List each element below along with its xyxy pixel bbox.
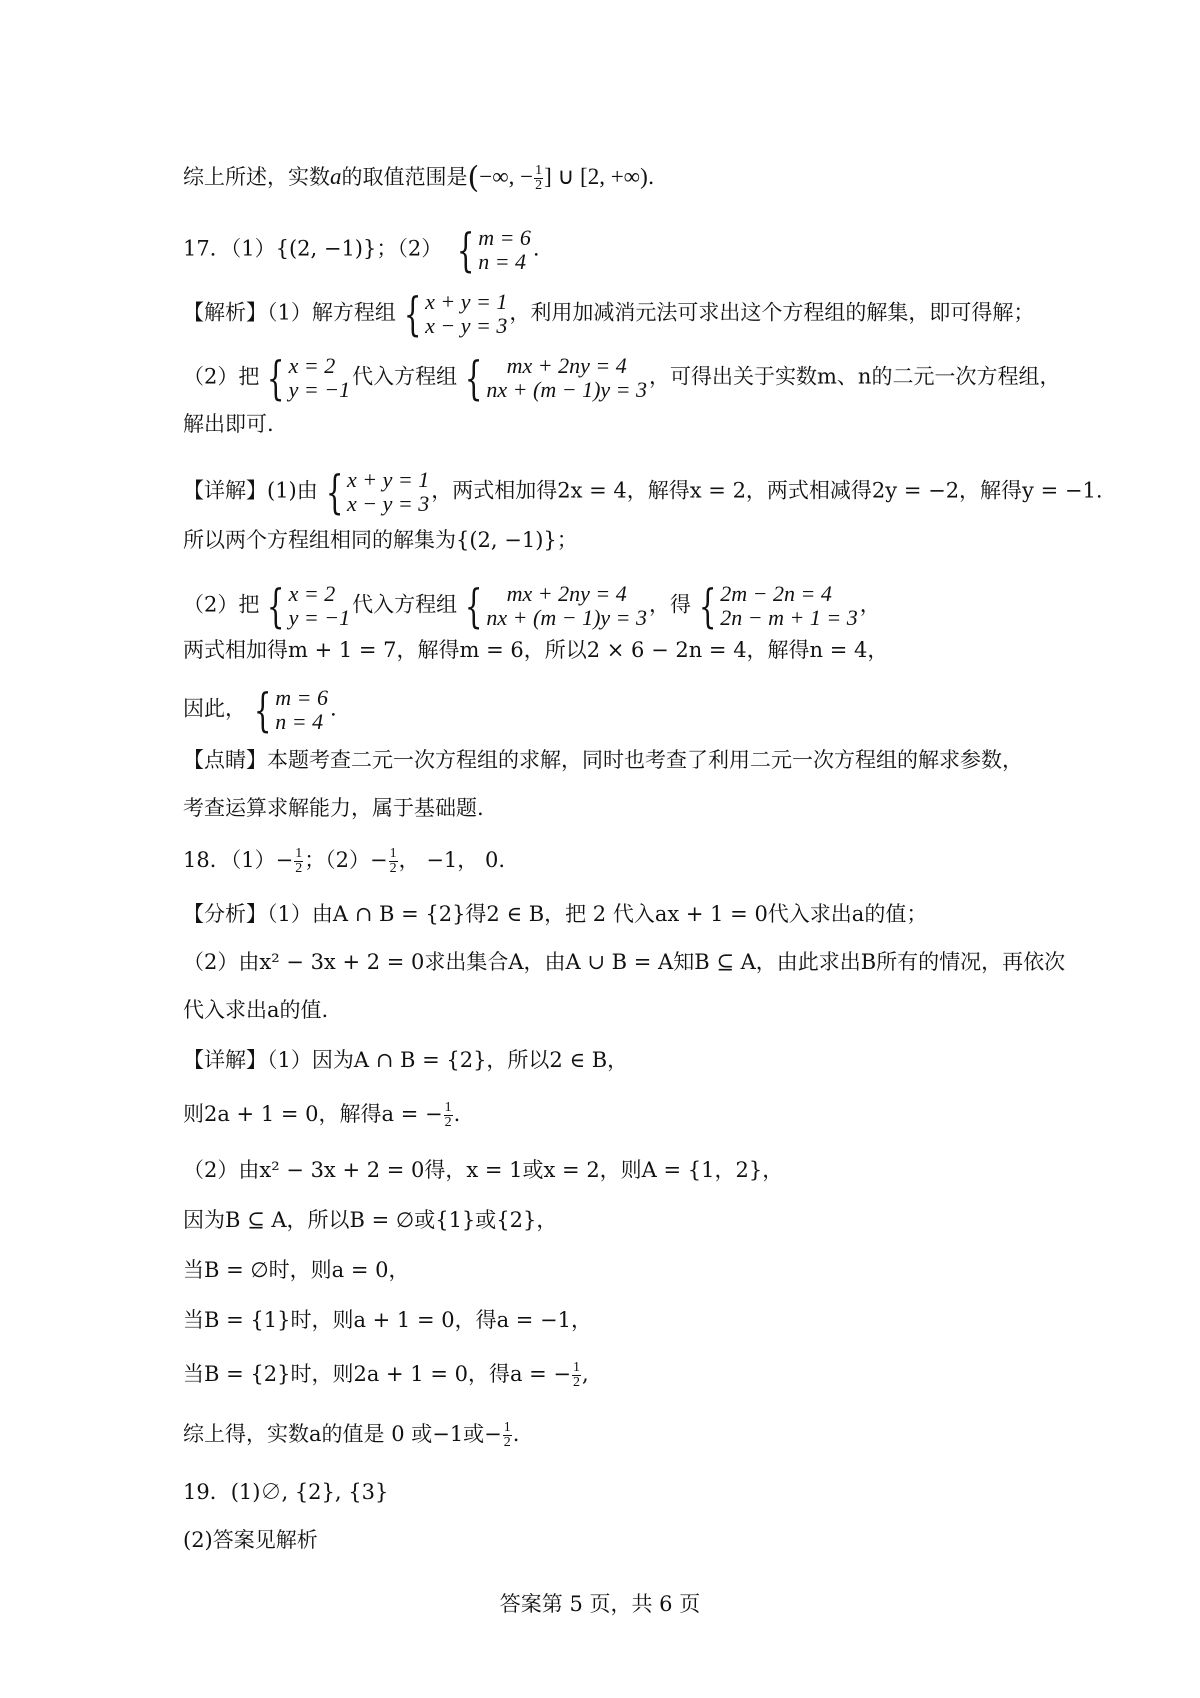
q17-analysis-end: 解出即可. [183, 412, 274, 436]
q18-detail-1: 【详解】（1）因为A ∩ B = {2}，所以2 ∈ B， [183, 1048, 629, 1072]
q17-detail-part2: （2）把 { x = 2 y = −1 代入方程组 { mx + 2ny = 4 nx + (m − 1)y = 3 ，得 { 2m − 2n = 4 2n − m + 1 = 3 ， [183, 579, 881, 633]
fraction: $\frac{1}{2}$ [295, 846, 303, 876]
fraction: $\frac{1}{2}$ [389, 846, 397, 876]
equation-system: { 2m − 2n = 4 2n − m + 1 = 3 [698, 579, 858, 633]
q17-conclusion: 因此， { m = 6 n = 4 . [183, 683, 337, 737]
q18-detail-5: 当B = ∅时，则a = 0， [183, 1258, 410, 1282]
fraction: $\frac{1}{2}$ [535, 163, 543, 193]
q18-analysis-1: 【分析】（1）由A ∩ B = {2}得2 ∈ B，把 2 代入ax + 1 = 0代入求出a的值； [183, 902, 928, 926]
fraction: $\frac{1}{2}$ [503, 1420, 511, 1450]
page-footer: 答案第 5 页，共 6 页 [499, 1592, 701, 1616]
q18-analysis-3: 代入求出a的值. [183, 998, 329, 1022]
equation-system: { m = 6 n = 4 [456, 223, 531, 277]
q18-detail-3: （2）由x² − 3x + 2 = 0得，x = 1或x = 2，则A = {1，2}， [183, 1158, 784, 1182]
equation-system: { x = 2 y = −1 [267, 351, 351, 405]
fraction: $\frac{1}{2}$ [573, 1360, 581, 1390]
equation-system: { mx + 2ny = 4 nx + (m − 1)y = 3 [464, 351, 648, 405]
q17-answer: 17．（1）{(2, −1)}；（2） { m = 6 n = 4 . [183, 223, 540, 277]
q17-detail: 【详解】(1)由 { x + y = 1 x − y = 3 ，两式相加得2x = 4，解得x = 2，两式相减得2y = −2，解得y = −1. [183, 465, 1103, 519]
fraction: $\frac{1}{2}$ [444, 1100, 452, 1130]
q17-solution-set: 所以两个方程组相同的解集为{(2, −1)}； [183, 528, 578, 552]
q17-comment: 【点睛】本题考查二元一次方程组的求解，同时也考查了利用二元一次方程组的解求参数， [183, 748, 1023, 772]
equation-system: { m = 6 n = 4 [253, 683, 329, 737]
equation-system: { mx + 2ny = 4 nx + (m − 1)y = 3 [464, 579, 648, 633]
q18-detail-7: 当B = {2}时，则2a + 1 = 0，得a = − $\frac{1}{2}$ , [183, 1360, 589, 1390]
q18-analysis-2: （2）由x² − 3x + 2 = 0求出集合A，由A ∪ B = A知B ⊆ A，由此求出B所有的情况，再依次 [183, 950, 1066, 974]
equation-system: { x + y = 1 x − y = 3 [403, 287, 508, 341]
q19-answer-1: 19．(1)∅, {2}, {3} [183, 1480, 389, 1504]
q18-detail-6: 当B = {1}时，则a + 1 = 0，得a = −1， [183, 1308, 593, 1332]
equation-system: { x = 2 y = −1 [267, 579, 351, 633]
q17-analysis-part2: （2）把 { x = 2 y = −1 代入方程组 { mx + 2ny = 4 nx + (m − 1)y = 3 ，可得出关于实数m、n的二元一次方程组， [183, 351, 1061, 405]
q18-detail-2: 则2a + 1 = 0，解得a = − $\frac{1}{2}$ . [183, 1100, 461, 1130]
q17-analysis: 【解析】（1）解方程组 { x + y = 1 x − y = 3 ，利用加减消元法可求出这个方程组的解集，即可得解； [183, 287, 1035, 341]
q19-answer-2: (2)答案见解析 [183, 1528, 318, 1552]
q18-answer: 18．（1）− $\frac{1}{2}$ ；（2）− $\frac{1}{2}$ ， −1， 0. [183, 846, 505, 876]
q17-comment-2: 考查运算求解能力，属于基础题. [183, 796, 484, 820]
equation-system: { x + y = 1 x − y = 3 [325, 465, 430, 519]
q18-summary: 综上得，实数a的值是 0 或−1或− $\frac{1}{2}$ . [183, 1420, 520, 1450]
q17-add-equations: 两式相加得m + 1 = 7，解得m = 6，所以2 × 6 − 2n = 4，解得n = 4， [183, 638, 889, 662]
range-conclusion: 综上所述，实数a的取值范围是(−∞, − $\frac{1}{2}$ ] ∪ [2, +∞). [183, 160, 655, 196]
q18-detail-4: 因为B ⊆ A，所以B = ∅或{1}或{2}， [183, 1208, 558, 1232]
